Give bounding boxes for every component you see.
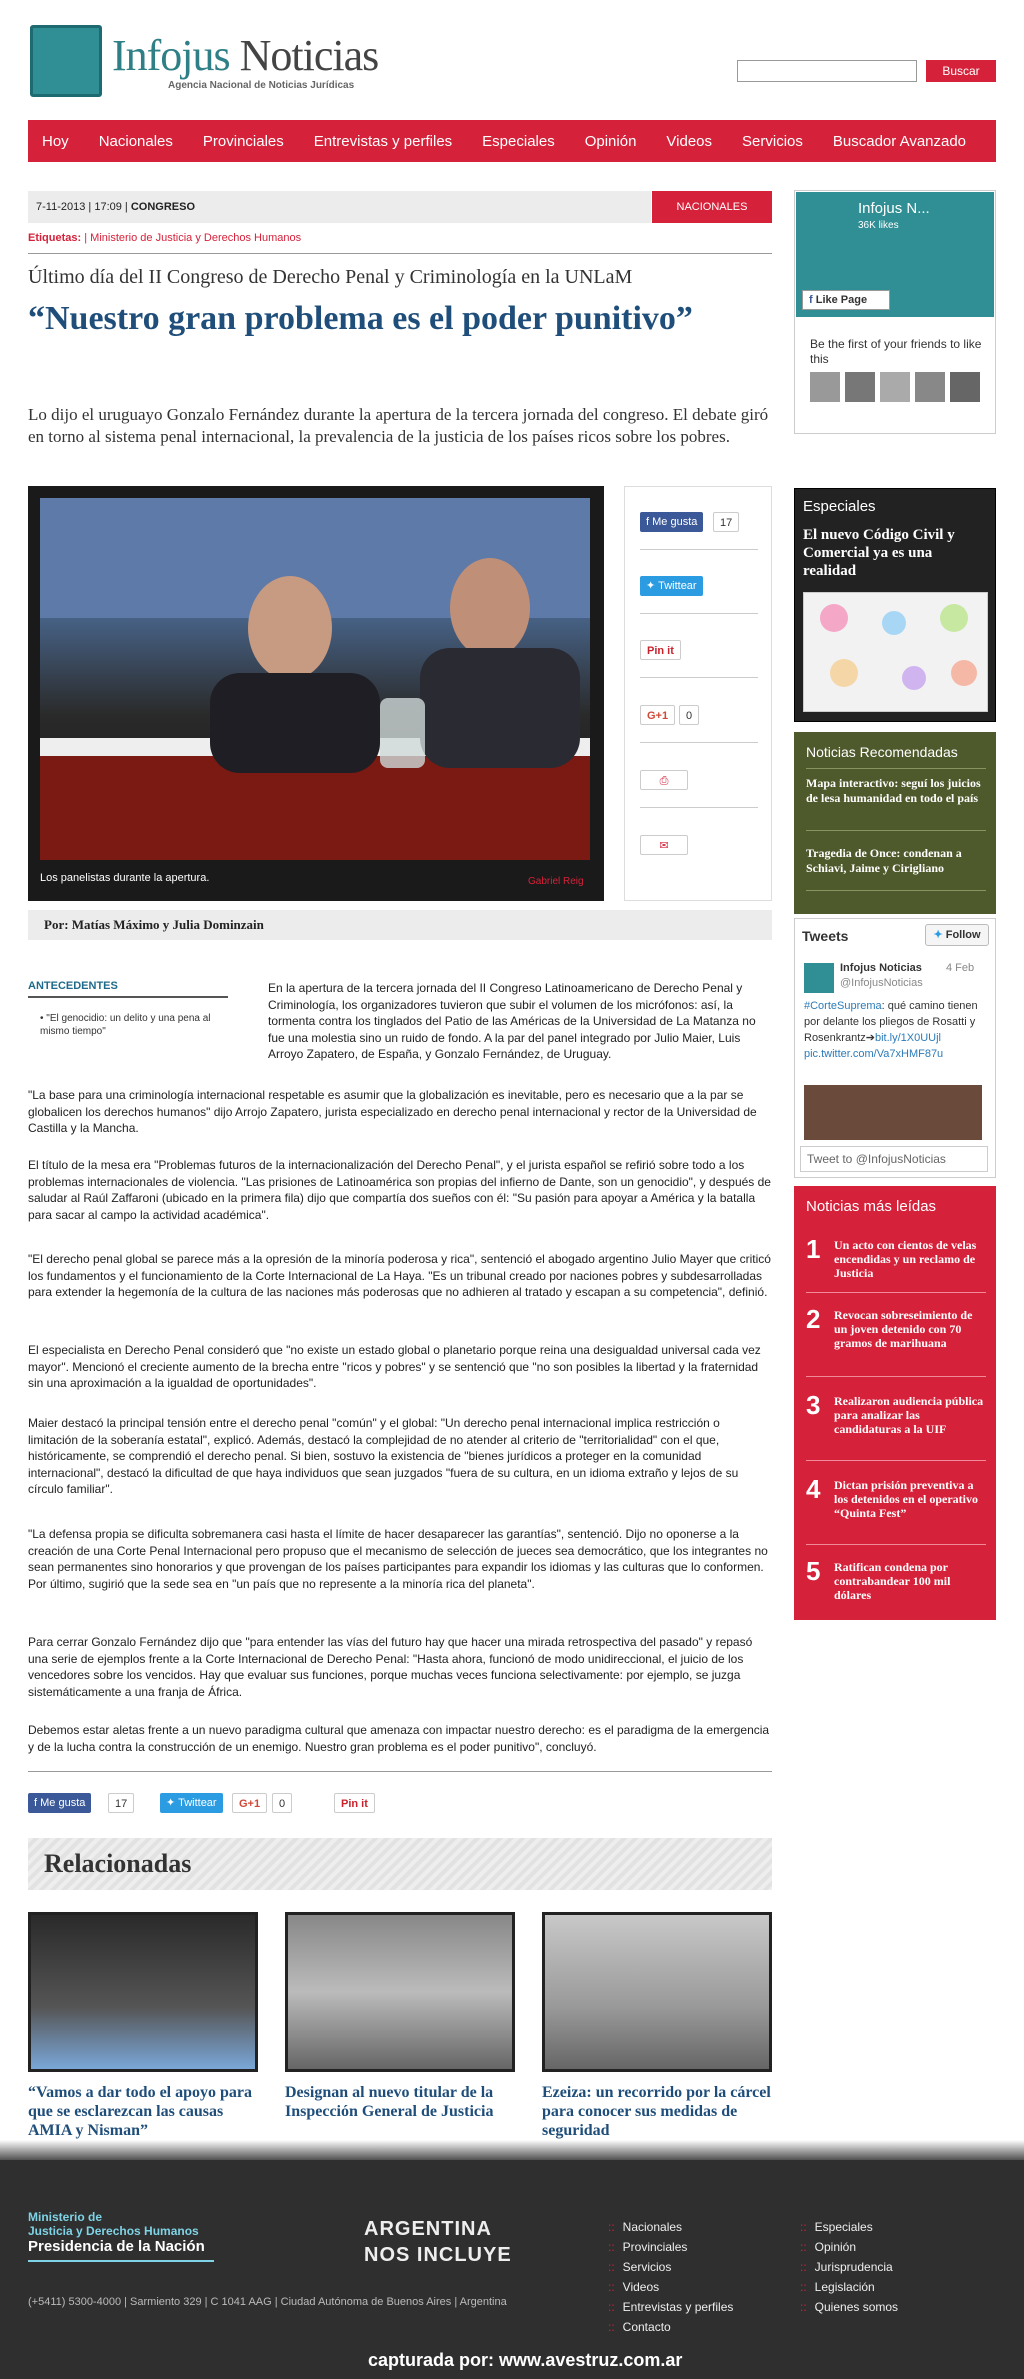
divider: [640, 807, 758, 808]
tweet-date[interactable]: 4 Feb: [946, 962, 975, 974]
recomendada-link[interactable]: Tragedia de Once: condenan a Schiavi, Jaime y Cirigliano: [806, 846, 962, 875]
fb-friends-text: Be the first of your friends to like this: [810, 337, 982, 366]
especiales-illustration: [804, 593, 989, 713]
article-paragraph: Para cerrar Gonzalo Fernández dijo que "para entender las vías del futuro hay que hacer una mirada retrospectiva del pasado" y repasó una serie de ejemplos frente a la Corte Internacional de Derecho Penal: "Hasta ahora, funcionó de modo unidireccional, el juicio de los vencedores sobre los vencidos. Hay que evaluar sus funciones, porque muchas veces funciona selectivamente: por ejemplo, se juzga sistemáticamente a una franja de África.: [28, 1635, 753, 1699]
section-badge[interactable]: NACIONALES: [652, 191, 772, 223]
photo-caption: Los panelistas durante la apertura.: [40, 872, 210, 884]
divider: [640, 742, 758, 743]
hashtag-link[interactable]: #CorteSuprema: [804, 1000, 882, 1012]
divider: [806, 1292, 986, 1293]
fb-page-name[interactable]: Infojus N...: [858, 200, 930, 217]
article-paragraph: En la apertura de la tercera jornada del II Congreso Latinoamericano de Derecho Penal y Criminología, los organizadores tuvieron que subir el volumen de los micrófonos: así, la tormenta contra los tinglados del Patio de las Américas de la Universidad de La Matanza no fue una molestia sino un ruido de fondo. A la par del panel integrado por Julio Maier, Luis Arroyo Zapatero, de España, y Gonzalo Fernández, de Uruguay.: [268, 981, 756, 1061]
facebook-icon: f: [34, 1797, 38, 1809]
divider: [640, 549, 758, 550]
article-kicker: Último día del II Congreso de Derecho Penal y Criminología en la UNLaM: [28, 266, 633, 288]
nav-opinion[interactable]: Opinión: [584, 132, 637, 150]
gplus-button-bottom[interactable]: G+1: [232, 1793, 267, 1813]
panelists-photo: [40, 498, 590, 860]
tweet-handle[interactable]: @InfojusNoticias: [840, 977, 923, 989]
print-icon[interactable]: ⎙: [640, 770, 688, 790]
footer-link[interactable]: :: Contacto: [626, 2320, 671, 2334]
ministry-logo-line2[interactable]: Justicia y Derechos Humanos: [28, 2224, 199, 2238]
footer-link[interactable]: :: Especiales: [818, 2220, 873, 2234]
rank-number: 2: [806, 1304, 821, 1334]
related-link[interactable]: Designan al nuevo titular de la Inspección General de Justicia: [285, 2084, 494, 2120]
divider: [640, 677, 758, 678]
fb-like-count-bottom: 17: [108, 1793, 134, 1813]
footer-link[interactable]: :: Legislación: [818, 2280, 875, 2294]
footer-link[interactable]: :: Entrevistas y perfiles: [626, 2300, 733, 2314]
article-meta: 7-11-2013 | 17:09 | CONGRESO: [28, 191, 651, 223]
avatar[interactable]: [845, 372, 875, 402]
divider: [806, 1460, 986, 1461]
divider: [806, 830, 986, 831]
divider: [806, 890, 986, 891]
gplus-count-bottom: 0: [272, 1793, 292, 1813]
rank-number: 3: [806, 1390, 821, 1420]
article-lead: Lo dijo el uruguayo Gonzalo Fernández durante la apertura de la tercera jornada del congreso. El debate giró en torno al sistema penal internacional, la prevalencia de la justicia de los países ricos sobre los pobres.: [28, 405, 769, 446]
article-paragraph: El especialista en Derecho Penal consideró que "no existe un estado global o planetario porque reina una desigualdad universal cada vez mayor". Mencionó el creciente aumento de la brecha entre "ricos y pobres" y se sentenció que "no son posibles la libertad y la fraternidad sin una aproximación a la igualdad de oportunidades".: [28, 1343, 761, 1390]
recomendadas-title: Noticias Recomendadas: [806, 744, 958, 760]
article-paragraph: "La base para una criminología internacional respetable es asumir que la globalización es inevitable, pero es necesario que a la par se globalicen los derechos humanos" dijo Arrojo Zapatero, jurista especializado en derecho penal internacional y rector de la Universidad de Castilla y la Mancha.: [28, 1088, 757, 1135]
tweets-title: Tweets: [802, 928, 849, 944]
footer-address: (+5411) 5300-4000 | Sarmiento 329 | C 1041 AAG | Ciudad Autónoma de Buenos Aires | Argentina: [28, 2296, 507, 2308]
related-link[interactable]: Ezeiza: un recorrido por la cárcel para conocer sus medidas de seguridad: [542, 2084, 771, 2139]
email-icon[interactable]: ✉: [640, 835, 688, 855]
related-image[interactable]: [28, 1912, 258, 2072]
article-paragraph: El título de la mesa era "Problemas futuros de la internacionalización del Derecho Penal", y el jurista español se refirió sobre todo a los problemas internacionales de violencia. "Las prisiones de Latinoamérica son propias del infierno de Dante, son un genocidio", y después de saludar al Raúl Zaffaroni (ubicado en la primera fila) dijo que compartía dos sueños con él: "Su pasión para apoyar a América y la batalla para sacar al campo la actividad académica".: [28, 1158, 771, 1222]
article-headline: “Nuestro gran problema es el poder punitivo”: [28, 300, 693, 337]
article-paragraph: Debemos estar aletas frente a un nuevo paradigma cultural que amenaza con impactar nuestro derecho: es el paradigma de la emergencia y de la lucha contra la construcción de un enemigo. Nuestro gran problema es el poder punitivo", concluyó.: [28, 1723, 770, 1754]
antecedentes-link[interactable]: • "El genocidio: un delito y una pena al mismo tiempo": [40, 1013, 211, 1037]
nav-videos[interactable]: Videos: [666, 132, 713, 150]
fb-like-count: 17: [713, 512, 739, 532]
tweet-pic-link[interactable]: pic.twitter.com/Va7xHMF87u: [804, 1048, 944, 1060]
divider: [28, 2260, 214, 2262]
avatar[interactable]: [915, 372, 945, 402]
fb-like-page-button[interactable]: f Like Page: [802, 290, 890, 310]
avatar[interactable]: [880, 372, 910, 402]
rank-number: 4: [806, 1474, 821, 1504]
tweet-link[interactable]: bit.ly/1X0UUjl: [874, 1032, 942, 1044]
tag-link[interactable]: Ministerio de Justicia y Derechos Humanos: [90, 232, 302, 244]
twitter-icon: ✦: [166, 1797, 176, 1809]
nav-nacionales[interactable]: Nacionales: [98, 132, 173, 150]
avatar[interactable]: [804, 963, 834, 993]
footer-link[interactable]: :: Provinciales: [626, 2240, 687, 2254]
tweet-text: #CorteSuprema: qué camino tienen por delante los pliegos de Rosatti y Rosenkrantz➔bit.ly/1X0UUjl pic.twitter.com/Va7xHMF87u: [804, 1000, 978, 1060]
divider: [28, 1771, 772, 1772]
divider: [806, 768, 986, 769]
twitter-icon: ✦: [646, 580, 656, 592]
ministry-logo-line1[interactable]: Ministerio de: [28, 2210, 103, 2224]
related-image[interactable]: [285, 1912, 515, 2072]
leida-link[interactable]: Un acto con cientos de velas encendidas y un reclamo de Justicia: [834, 1238, 977, 1280]
article-paragraph: "El derecho penal global se parece más a la opresión de la minoría poderosa y rica", sentenció el abogado argentino Julio Mayer que criticó los fundamentos y el funcionamiento de la Corte Internacional de La Haya. "Es un tribunal creado por naciones pobres y subdesarrolladas para extender la hegemonía de la cultura de las naciones más poderosas que no adhieren al tratado y escapan a su competencia", definió.: [28, 1252, 771, 1299]
leida-link[interactable]: Ratifican condena por contrabandear 100 mil dólares: [834, 1560, 951, 1602]
pinit-button[interactable]: Pin it: [640, 640, 681, 660]
divider: [28, 253, 772, 254]
tweet-author[interactable]: Infojus Noticias: [840, 962, 922, 974]
related-image[interactable]: [542, 1912, 772, 2072]
main-nav: [28, 120, 996, 162]
logo-icon[interactable]: [30, 25, 102, 97]
search-button[interactable]: Buscar: [926, 60, 996, 82]
nav-entrevistas[interactable]: Entrevistas y perfiles: [313, 132, 453, 150]
site-logo[interactable]: Infojus Noticias: [112, 31, 379, 80]
rank-number: 1: [806, 1234, 821, 1264]
footer-link[interactable]: :: Jurisprudencia: [818, 2260, 893, 2274]
pinit-button-bottom[interactable]: Pin it: [334, 1793, 375, 1813]
related-link[interactable]: “Vamos a dar todo el apoyo para que se esclarezcan las causas AMIA y Nisman”: [28, 2084, 253, 2139]
nav-provinciales[interactable]: Provinciales: [202, 132, 284, 150]
footer-link[interactable]: :: Videos: [626, 2280, 659, 2294]
leida-link[interactable]: Revocan sobreseimiento de un joven detenido con 70 gramos de marihuana: [834, 1308, 973, 1350]
logo-subtitle: Agencia Nacional de Noticias Jurídicas: [168, 80, 355, 91]
ministry-logo-line3[interactable]: Presidencia de la Nación: [28, 2238, 205, 2255]
avatar[interactable]: [810, 372, 840, 402]
leida-link[interactable]: Realizaron audiencia pública para analizar las candidaturas a la UIF: [834, 1394, 984, 1436]
article-author: Por: Matías Máximo y Julia Dominzain: [28, 910, 772, 940]
fb-like-button[interactable]: f Me gusta: [640, 512, 703, 532]
share-column: [624, 486, 772, 901]
leida-link[interactable]: Dictan prisión preventiva a los detenidos en el operativo “Quinta Fest”: [834, 1478, 978, 1520]
divider: [806, 1376, 986, 1377]
tweet-to-input[interactable]: Tweet to @InfojusNoticias: [800, 1146, 988, 1172]
footer-link[interactable]: :: Quienes somos: [818, 2300, 898, 2314]
divider: [28, 996, 228, 998]
gplus-count: 0: [679, 705, 699, 725]
facebook-icon: f: [646, 516, 650, 528]
article-paragraph: Maier destacó la principal tensión entre el derecho penal "común" y el global: "Un derecho penal internacional implica restricción o limitación de la soberanía estatal", explicó. Además, destacó la complejidad de no atender al criterio de "territorialidad" con el que, históricamente, se comprendió el derecho penal. Si bien, sostuvo la existencia de "bienes jurídicos a proteger en la comunidad internacional", destacó la dificultad de que haya individuos que sean juzgados "fuera de su cultura, en un idioma extraño y lejos de su círculo familiar".: [28, 1416, 739, 1496]
mas-leidas-title: Noticias más leídas: [806, 1198, 937, 1215]
argentina-logo-line2: NOS INCLUYE: [364, 2244, 512, 2266]
fb-like-button-bottom[interactable]: f Me gusta: [28, 1793, 91, 1813]
article-category[interactable]: CONGRESO: [130, 201, 196, 213]
tweet-button[interactable]: ✦ Twittear: [640, 576, 703, 596]
footer-link[interactable]: :: Nacionales: [626, 2220, 682, 2234]
nav-buscador[interactable]: Buscador Avanzado: [832, 132, 967, 150]
nav-servicios[interactable]: Servicios: [742, 132, 803, 150]
capture-watermark: capturada por: www.avestruz.com.ar: [368, 2350, 683, 2370]
rank-number: 5: [806, 1556, 821, 1586]
related-title: Relacionadas: [44, 1849, 192, 1878]
argentina-logo-line1: ARGENTINA: [364, 2218, 492, 2240]
fb-page-likes: 36K likes: [858, 220, 899, 231]
divider: [806, 1544, 986, 1545]
especiales-title: Especiales: [803, 498, 876, 515]
footer-link[interactable]: :: Servicios: [626, 2260, 671, 2274]
search-input[interactable]: [737, 60, 917, 82]
twitter-icon: ✦: [933, 929, 943, 941]
gplus-button[interactable]: G+1: [640, 705, 675, 725]
divider: [640, 613, 758, 614]
tweet-button-bottom[interactable]: ✦ Twittear: [160, 1793, 223, 1813]
antecedentes-title: ANTECEDENTES: [28, 980, 118, 992]
footer-link[interactable]: :: Opinión: [818, 2240, 856, 2254]
tags: Etiquetas: | Ministerio de Justicia y Derechos Humanos: [28, 232, 302, 244]
photo-credit: Gabriel Reig: [528, 876, 584, 887]
nav-especiales[interactable]: Especiales: [482, 132, 555, 150]
recomendada-link[interactable]: Mapa interactivo: seguí los juicios de lesa humanidad en todo el país: [806, 776, 981, 805]
article-photo: [40, 498, 590, 860]
especiales-image[interactable]: [803, 592, 988, 712]
article-paragraph: "La defensa propia se dificulta sobremanera casi hasta el límite de hacer desaparecer las garantías", sentenció. Dijo no oponerse a la creación de una Corte Penal Internacional pero propuso que el mecanismo de selección de jueces sea democrático, que los integrantes no sean permanentes sino honorarios y que provengan de los países participantes para expandir los idiomas y las culturas que lo conformen. Por último, sugirió que la sede sea en "un país que no represente a la minoría rica del planeta".: [28, 1527, 768, 1591]
follow-button[interactable]: ✦ Follow: [925, 924, 989, 946]
facebook-icon: f: [809, 294, 813, 306]
especiales-link[interactable]: El nuevo Código Civil y Comercial ya es una realidad: [803, 527, 955, 579]
avatar[interactable]: [950, 372, 980, 402]
tweet-image[interactable]: [804, 1085, 982, 1140]
nav-hoy[interactable]: Hoy: [42, 132, 69, 150]
